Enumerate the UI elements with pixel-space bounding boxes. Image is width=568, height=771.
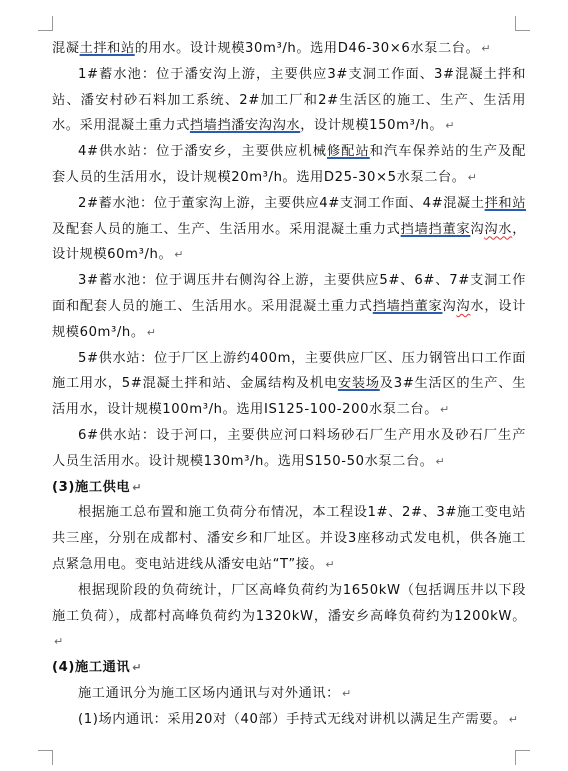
text-run: (3)施工供电	[52, 479, 131, 495]
section-heading	[52, 655, 526, 681]
text-run: (1)场内通讯：采用20对（40部）手持式无线对讲机以满足生产需要。	[78, 711, 507, 727]
text-run: (4)施工通讯	[52, 660, 131, 676]
body-paragraph	[52, 578, 526, 655]
text-run: 1#蓄水池：位于潘安沟上游，主要供应3#支洞工作面、3#混凝土拌和站、潘安村砂石料加工系统、2#加工厂和2#生活区的施工、生产、生活用水。采用混凝土重力式	[52, 66, 526, 134]
paragraph-mark-icon: ↵	[146, 325, 156, 339]
grammar-underline: 土拌和站	[79, 41, 135, 56]
body-paragraph	[52, 681, 526, 707]
paragraph-mark-icon: ↵	[508, 712, 518, 726]
text-run: 6#供水站：设于河口，主要供应河口料场砂石厂生产用水及砂石厂生产人员生活用水。设计规模130m³/h。选用S150-50水泵二台。	[52, 427, 526, 469]
body-paragraph	[52, 423, 526, 475]
paragraph-mark-icon: ↵	[467, 170, 477, 184]
body-paragraph	[52, 191, 526, 268]
paragraph-mark-icon: ↵	[435, 454, 445, 468]
text-run: 5#供水站：位于厂区上游约400m，主要供应厂区、压力钢管出口工作面施工用水，5#混凝土拌和站、金属结构及机电	[52, 350, 526, 392]
corner-mark-bottom-right	[515, 750, 530, 765]
spelling-underline: 沟	[456, 298, 471, 314]
corner-mark-top-left	[38, 16, 53, 31]
text-run: 4#供水站：位于潘安乡，主要供应机械	[78, 144, 328, 160]
body-paragraph	[52, 500, 526, 577]
text-run: 的用水。设计规模30m³/h。选用D46-30×6水泵二台。	[134, 41, 480, 56]
paragraph-mark-icon: ↵	[445, 119, 455, 133]
text-run: 根据现阶段的负荷统计，厂区高峰负荷约为1650kW（包括调压井以下段施工负荷），成都村高峰负荷约为1320kW，潘安乡高峰负荷约为1200kW。	[52, 582, 526, 624]
spelling-underline: 沟水	[484, 221, 513, 237]
text-run: ，设计规模150m³/h。	[300, 118, 444, 134]
document-body[interactable]	[52, 36, 526, 733]
grammar-underline: 挡墙挡潘安沟沟水	[189, 118, 301, 134]
text-run: 3#蓄水池：位于调压井右侧沟谷上游，主要供应5#、6#、7#支洞工作面和配套人员的施工、生活用水。采用混凝土重力式	[52, 273, 526, 314]
grammar-underline: 安装场	[337, 376, 380, 392]
text-run: 及3#生活区的生产、生活用水，设计规模100m³/h。选用IS125-100-200水泵二台。	[52, 376, 526, 418]
body-paragraph	[52, 346, 526, 423]
text-run: 和汽车保养站的生产及配套人员的生活用水，设计规模20m³/h。选用D25-30×5水泵二台。	[52, 144, 526, 185]
grammar-underline: 挡墙挡董家	[400, 221, 471, 237]
paragraph-mark-icon: ↵	[325, 557, 335, 571]
paragraph-mark-icon: ↵	[132, 480, 142, 494]
text-run: 2#蓄水池：位于董家沟上游，主要供应4#支洞工作面、4#混凝土	[78, 195, 485, 211]
text-run: 沟	[442, 298, 457, 314]
section-heading	[52, 475, 526, 501]
text-run: 水，设计规模60m³/h。	[52, 298, 526, 340]
paragraph-mark-icon: ↵	[54, 635, 64, 649]
text-run: 及配套人员的施工、生产、生活用水。采用混凝土重力式	[52, 221, 401, 237]
text-run: 根据施工总布置和施工负荷分布情况，本工程设1#、2#、3#施工变电站共三座，分别在成都村、潘安乡和厂址区。并设3座移动式发电机，供各施工点紧急用电。变电站进线从潘安电站“T”接。	[52, 505, 526, 572]
paragraph-mark-icon: ↵	[440, 403, 450, 417]
paragraph-mark-icon: ↵	[481, 42, 491, 55]
corner-mark-top-right	[515, 16, 530, 31]
text-run: ，设计规模60m³/h。	[52, 221, 527, 263]
body-paragraph	[52, 139, 526, 191]
body-paragraph	[52, 36, 526, 62]
paragraph-mark-icon: ↵	[132, 661, 142, 675]
body-paragraph	[52, 707, 526, 733]
text-run: 沟	[470, 221, 485, 237]
grammar-underline: 拌和站	[484, 195, 526, 211]
grammar-underline: 修配站	[327, 144, 370, 160]
paragraph-mark-icon: ↵	[341, 686, 352, 700]
text-run: 施工通讯分为施工区场内通讯与对外通讯：	[78, 685, 340, 701]
corner-mark-bottom-left	[38, 750, 53, 765]
body-paragraph	[52, 62, 526, 139]
text-run: 混凝	[52, 41, 80, 56]
paragraph-mark-icon: ↵	[174, 248, 184, 262]
body-paragraph	[52, 268, 526, 345]
grammar-underline: 挡墙挡董家	[372, 298, 443, 314]
